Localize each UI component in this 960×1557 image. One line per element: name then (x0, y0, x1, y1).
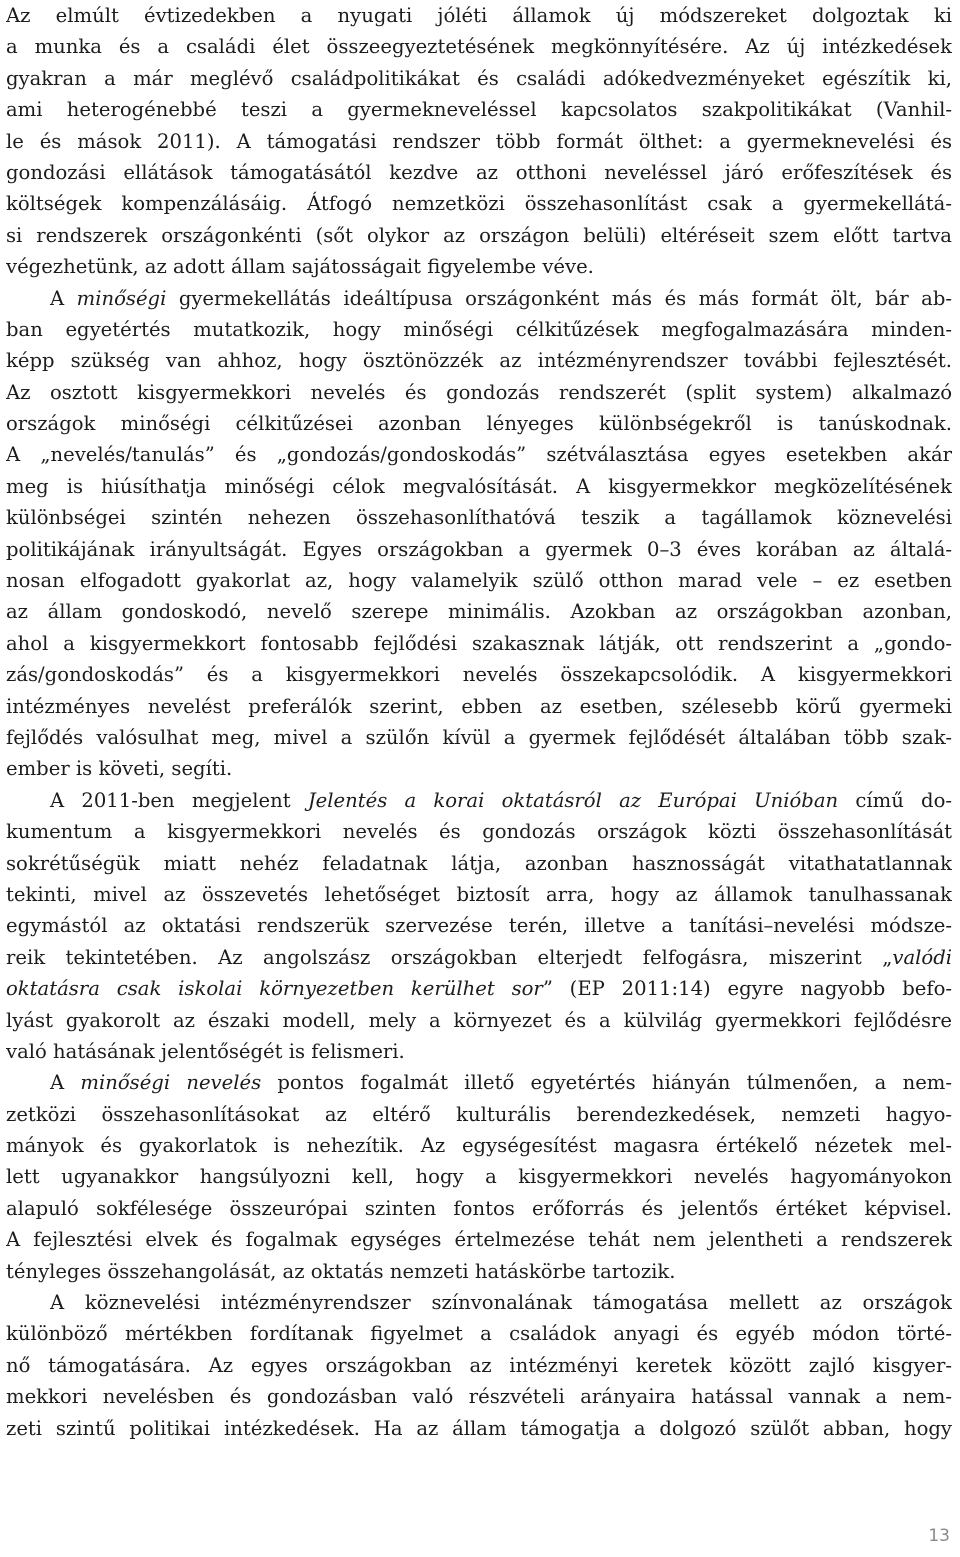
text-line: A köznevelési intézményrendszer színvonalának támogatása mellett az országok (50, 1291, 952, 1315)
text-line: nő támogatására. Az egyes országokban az intézményi keretek között zajló kisgyer- (6, 1353, 952, 1377)
text-line: reik tekintetében. Az angolszász országokban elterjedt felfogásra, miszerint „valódi (6, 945, 952, 969)
text-line: ban egyetértés mutatkozik, hogy minőségi célkitűzések megfogalmazására minden- (6, 317, 952, 341)
text-line: A minőségi nevelés pontos fogalmát illető egyetértés hiányán túlmenően, a nem- (50, 1071, 952, 1095)
text-line: A fejlesztési elvek és fogalmak egységes értelmezése tehát nem jelentheti a rendszerek (6, 1228, 952, 1252)
text-line: tekinti, mivel az összevetés lehetőséget biztosít arra, hogy az államok tanulhassanak (6, 882, 952, 906)
italic-phrase: Jelentés a korai oktatásról az Európai Unióban (307, 788, 839, 812)
text-line: Az osztott kisgyermekkori nevelés és gondozás rendszerét (split system) alkalmazó (6, 380, 952, 404)
text-line: alapuló sokfélesége összeurópai szinten fontos erőforrás és jelentős értéket képvisel. (6, 1196, 952, 1220)
text-line: tényleges összehangolását, az oktatás nemzeti hatáskörbe tartozik. (6, 1259, 676, 1283)
text-line: le és mások 2011). A támogatási rendszer több formát ölthet: a gyermeknevelési és (6, 129, 952, 153)
text-line: nosan elfogadott gyakorlat az, hogy valamelyik szülő otthon marad vele – ez esetben (6, 569, 952, 593)
text-line: si rendszerek országonkénti (sőt olykor az országon belüli) eltéréseit szem előtt tartva (6, 223, 952, 247)
text-line: lyást gyakorolt az északi modell, mely a környezet és a külvilág gyermekkori fejlődésre (6, 1008, 952, 1032)
text-line: egymástól az oktatási rendszerük szervezése terén, illetve a tanítási–nevelési módsze- (6, 914, 952, 938)
text-line: ahol a kisgyermekkort fontosabb fejlődési szakasznak látják, ott rendszerint a „gondo- (6, 631, 952, 655)
text-line: zeti szintű politikai intézkedések. Ha az állam támogatja a dolgozó szülőt abban, hogy (6, 1416, 952, 1440)
text-line: az állam gondoskodó, nevelő szerepe minimális. Azokban az országokban azonban, (6, 600, 952, 624)
page-number: 13 (928, 1526, 950, 1546)
italic-phrase: minőségi (76, 286, 167, 310)
italic-phrase: valódi (892, 945, 952, 969)
text-line: zás/gondoskodás” és a kisgyermekkori nevelés összekapcsolódik. A kisgyermekkori (6, 663, 952, 687)
text-line: gyakran a már meglévő családpolitikákat és családi adókedvezményeket egészítik ki, (6, 66, 952, 90)
text-line: való hatásának jelentőségét is felismeri. (6, 1039, 405, 1063)
text-line: különböző mértékben fordítanak figyelmet a családok anyagi és egyéb módon törté- (6, 1322, 952, 1346)
text-line: költségek kompenzálásáig. Átfogó nemzetközi összehasonlítást csak a gyermekellátá- (6, 192, 952, 216)
text-line: fejlődés valósulhat meg, mivel a szülőn kívül a gyermek fejlődését általában több szak- (6, 725, 952, 749)
text-line: mekkori nevelésben és gondozásban való részvételi arányaira hatással vannak a nem- (6, 1385, 952, 1409)
text-line: Az elmúlt évtizedekben a nyugati jóléti államok új módszereket dolgoztak ki (6, 4, 952, 27)
text-line: A 2011-ben megjelent Jelentés a korai oktatásról az Európai Unióban című do- (50, 788, 952, 812)
text-line: ember is követi, segíti. (6, 757, 233, 781)
text-line: kumentum a kisgyermekkori nevelés és gondozás országok közti összehasonlítását (6, 820, 952, 844)
text-line: meg is hiúsíthatja minőségi célok megvalósítását. A kisgyermekkor megközelítésének (6, 474, 952, 498)
text-line: lett ugyanakkor hangsúlyozni kell, hogy a kisgyermekkori nevelés hagyományokon (6, 1165, 952, 1189)
text-line: intézményes nevelést preferálók szerint, ebben az esetben, szélesebb körű gyermeki (6, 694, 952, 718)
document-body (6, 0, 952, 1444)
text-line: sokrétűségük miatt nehéz feladatnak látja, azonban hasznosságát vitathatatlannak (6, 851, 952, 875)
italic-phrase: minőségi nevelés (80, 1071, 262, 1095)
text-line: különbségei szintén nehezen összehasonlíthatóvá teszik a tagállamok köznevelési (6, 506, 952, 530)
text-line: ami heterogénebbé teszi a gyermekneveléssel kapcsolatos szakpolitikákat (Vanhil- (6, 98, 952, 122)
text-line: mányok és gyakorlatok is nehezítik. Az egységesítést magasra értékelő nézetek mel- (6, 1134, 952, 1158)
text-line: politikájának irányultságát. Egyes országokban a gyermek 0–3 éves korában az általá- (6, 537, 952, 561)
text-line: A minőségi gyermekellátás ideáltípusa országonként más és más formát ölt, bár ab- (50, 286, 952, 310)
text-line: végezhetünk, az adott állam sajátosságait figyelembe véve. (6, 255, 594, 279)
text-line: gondozási ellátások támogatásától kezdve az otthoni neveléssel járó erőfeszítések és (6, 160, 952, 184)
text-line: zetközi összehasonlításokat az eltérő kulturális berendezkedések, nemzeti hagyo- (6, 1102, 952, 1126)
text-line: A „nevelés/tanulás” és „gondozás/gondoskodás” szétválasztása egyes esetekben akár (6, 443, 952, 467)
text-line: oktatásra csak iskolai környezetben kerülhet sor” (EP 2011:14) egyre nagyobb befo- (6, 977, 952, 1001)
text-line: a munka és a családi élet összeegyeztetésének megkönnyítésére. Az új intézkedések (6, 35, 952, 59)
text-line: képp szükség van ahhoz, hogy ösztönözzék az intézményrendszer további fejlesztését. (6, 349, 952, 373)
text-line: országok minőségi célkitűzései azonban lényeges különbségekről is tanúskodnak. (6, 412, 952, 436)
italic-phrase: oktatásra csak iskolai környezetben kerülhet sor (6, 977, 543, 1001)
